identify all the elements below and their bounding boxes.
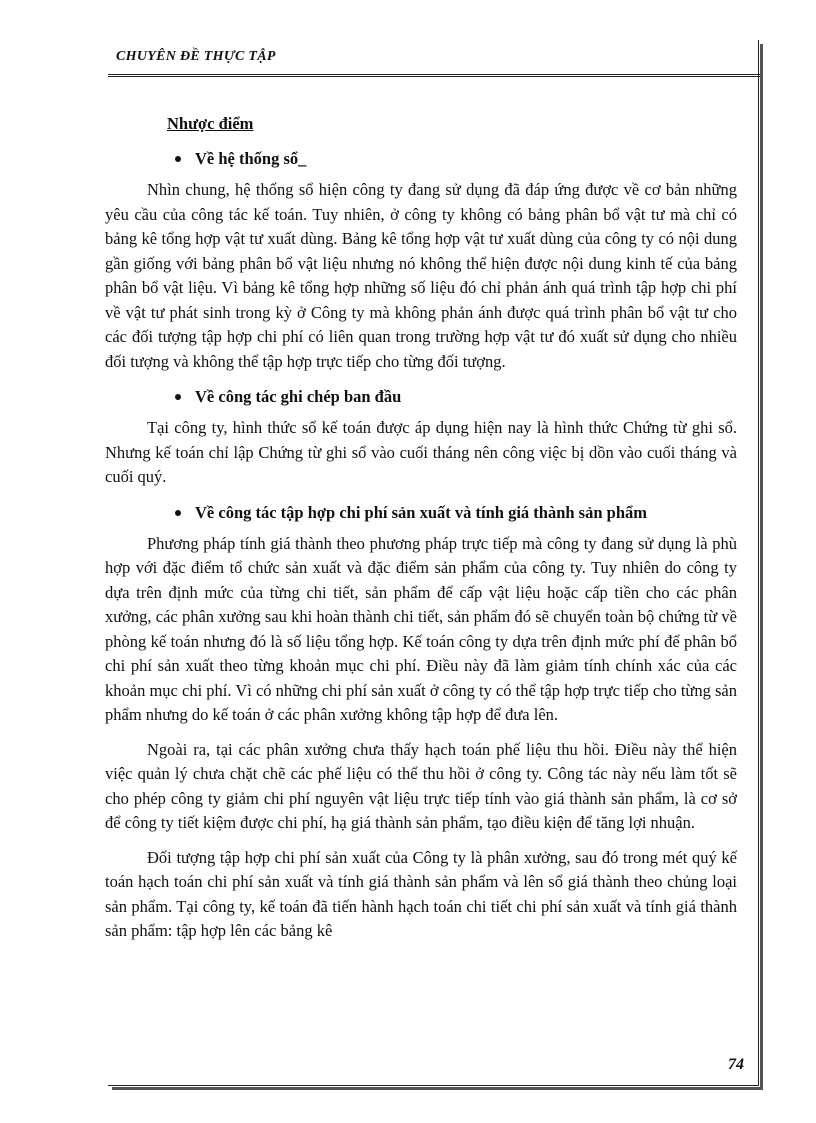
paragraph: Tại công ty, hình thức sổ kế toán được áp dụng hiện nay là hình thức Chứng từ ghi sổ. Nhưng kế toán chỉ lập Chứng từ ghi sổ vào cuối tháng nên công việc bị dồn vào cuối tháng và cuối quý. xyxy=(105,418,737,486)
block-system-books xyxy=(105,146,737,374)
bullet-text: Về công tác tập hợp chi phí sản xuất và tính giá thành sản phẩm xyxy=(195,502,647,522)
paragraph: Đối tượng tập hợp chi phí sản xuất của Công ty là phân xưởng, sau đó trong mét quý kế toán hạch toán chi phí sản xuất và tính giá thành sản phẩm và lên sổ giá thành theo chủng loại sản phẩm. Tại công ty, kế toán đã tiến hành hạch toán chi tiết chi phí sản xuất và tính giá thành sản phẩm: tập hợp lên các bảng kê xyxy=(105,847,737,940)
paragraph: Nhìn chung, hệ thống sổ hiện công ty đang sử dụng đã đáp ứng được về cơ bản những yêu cầu của công tác kế toán. Tuy nhiên, ở công ty không có bảng phân bổ vật tư mà chỉ có bảng kê tổng hợp vật tư xuất dùng. Bảng kê tổng hợp vật tư xuất dùng của công ty có nội dung gần giống với bảng phân bổ vật liệu nhưng nó không thể hiện được nội dung kinh tế của bảng phân bổ vật liệu. Vì bảng kê tổng hợp những số liệu đó chỉ phản ánh quá trình tập hợp chi phí về vật tư phát sinh trong kỳ ở Công ty mà không phản ánh được quá trình phân bổ vật tư cho các đối tượng tập hợp chi phí có liên quan trong trường hợp vật tư đó xuất sử dụng cho nhiều đối tượng và không thể tập hợp trực tiếp cho từng đối tượng. xyxy=(105,180,737,371)
header-title: CHUYÊN ĐỀ THỰC TẬP xyxy=(116,49,276,64)
bullet-heading xyxy=(175,146,737,172)
block-initial-recording xyxy=(105,384,737,490)
bullet-icon xyxy=(175,394,181,400)
bullet-icon xyxy=(175,156,181,162)
document-body xyxy=(105,112,737,954)
bullet-heading xyxy=(175,384,737,410)
bullet-heading xyxy=(175,500,737,526)
page-shadow-right xyxy=(760,44,763,1089)
page-header xyxy=(108,40,760,77)
page-number: 74 xyxy=(728,1056,744,1073)
bullet-icon xyxy=(175,510,181,516)
bullet-text: Về hệ thống sổ_ xyxy=(195,149,307,168)
paragraph: Phương pháp tính giá thành theo phương pháp trực tiếp mà công ty đang sử dụng là phù hợp với đặc điểm tổ chức sản xuất và đặc điểm sản phẩm của công ty. Tuy nhiên do công ty dựa trên định mức của từng chi tiết, sản phẩm để cấp vật liệu hoặc cấp tiền cho các phân xưởng, các phân xưởng sau khi hoàn thành chi tiết, sản phẩm đó sẽ chuyển toàn bộ chứng từ về phòng kế toán nhưng đó là số liệu tổng hợp. Kế toán công ty dựa trên định mức phí để phân bổ chi phí sản xuất theo từng khoản mục chi phí. Điều này đã làm giảm tính chính xác của các khoản mục chi phí. Vì có những chi phí sản xuất ở công ty có thể tập hợp trực tiếp cho từng sản phẩm nhưng do kế toán ở các phân xưởng không tập hợp để đưa lên. xyxy=(105,533,737,724)
page-shadow-bottom xyxy=(112,1087,763,1090)
paragraph: Ngoài ra, tại các phân xưởng chưa thấy hạch toán phế liệu thu hồi. Điều này thể hiện việc quản lý chưa chặt chẽ các phế liệu có thể thu hồi ở công ty. Công tác này nếu làm tốt sẽ cho phép công ty giảm chi phí nguyên vật liệu trực tiếp tính vào giá thành sản phẩm, là cơ sở để công ty tiết kiệm được chi phí, hạ giá thành sản phẩm, tạo điều kiện để tăng lợi nhuận. xyxy=(105,739,737,832)
section-heading: Nhược điểm xyxy=(167,114,254,133)
bullet-text: Về công tác ghi chép ban đầu xyxy=(195,387,402,406)
block-cost-accounting xyxy=(105,500,737,944)
